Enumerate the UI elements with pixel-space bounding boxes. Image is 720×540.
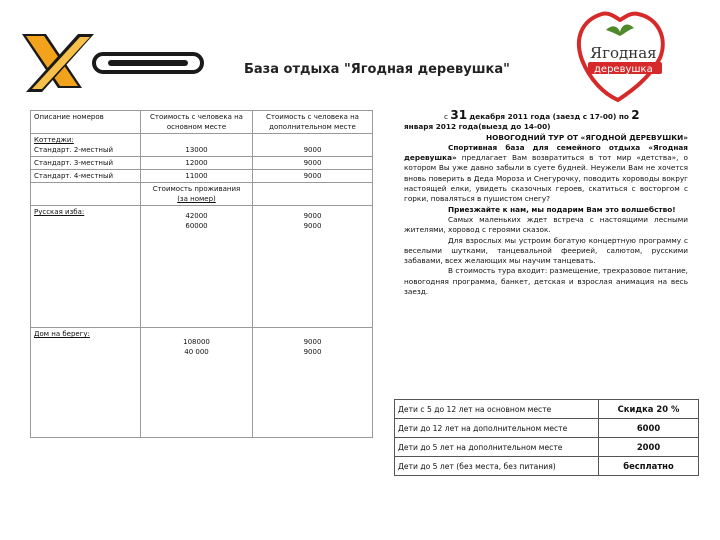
table-row: [395, 457, 699, 476]
izba-price-1: 42000: [185, 212, 208, 220]
paragraph-includes: В стоимость тура входит: размещение, трехразовое питание, новогодняя программа, банкет, детская и взрослая анимация на весь заезд.: [404, 266, 688, 297]
discount-label: Дети до 5 лет на дополнительном месте: [395, 438, 599, 457]
discount-label: Дети до 12 лет на дополнительном месте: [395, 419, 599, 438]
izba-extra-2: 9000: [303, 222, 322, 230]
x-team-logo: [16, 28, 206, 98]
promo-text: [404, 110, 688, 297]
room-name: [31, 206, 141, 328]
table-row: [31, 206, 373, 328]
invite-line: Приезжайте к нам, мы подарим Вам это волшебство!: [448, 204, 676, 214]
main-price: 13000: [141, 134, 253, 157]
empty-cell: [31, 183, 141, 206]
paragraph-adults: Для взрослых мы устроим богатую концертную программу с веселыми шутками, танцевальной феерией, салютом, русскими забавами, всех желающих мы научим танцевать.: [404, 235, 688, 266]
tour-heading: НОВОГОДНИЙ ТУР ОТ «ЯГОДНОЙ ДЕРЕВУШКИ»: [486, 132, 688, 142]
discount-value: Скидка 20 %: [599, 400, 699, 419]
room-name: Стандарт. 2-местный: [34, 146, 114, 154]
table-row: [395, 438, 699, 457]
house-price-1: 108000: [183, 338, 210, 346]
room-name: Стандарт. 4-местный: [31, 170, 141, 183]
date-day-start: 31: [450, 108, 468, 122]
table-row: [395, 400, 699, 419]
extra-price: 9000: [253, 157, 373, 170]
page-title: База отдыха "Ягодная деревушка": [244, 62, 510, 77]
house-extra-2: 9000: [303, 348, 322, 356]
room-name: [31, 328, 141, 438]
house-price-2: 40 000: [184, 348, 209, 356]
date-start-text: декабря 2011 года (заезд с 17-00) по: [469, 112, 629, 121]
table-row: [31, 170, 373, 183]
discount-label: Дети с 5 до 12 лет на основном месте: [395, 400, 599, 419]
logo-word-bottom: деревушка: [594, 64, 653, 75]
extra-price: 9000: [253, 170, 373, 183]
group-cottages: Коттеджи:: [34, 136, 74, 144]
izba-extra-1: 9000: [303, 212, 322, 220]
date-day-end: 2: [631, 108, 640, 122]
dates-line: [404, 110, 688, 122]
date-prefix: с: [444, 112, 449, 121]
table-row: [395, 419, 699, 438]
discount-value: бесплатно: [599, 457, 699, 476]
main-price: [141, 206, 253, 328]
price-header-row: [31, 111, 373, 134]
room-name: Стандарт. 3-местный: [31, 157, 141, 170]
team-wordmark: [94, 54, 202, 72]
main-price: 11000: [141, 170, 253, 183]
price-table: [30, 110, 373, 438]
paragraph-intro: [404, 143, 688, 205]
yagodnaya-derevushka-logo: [572, 8, 672, 103]
header-main-price: Стоимость с человека на основном месте: [141, 111, 253, 134]
paragraph-kids: Самых маленьких ждет встреча с настоящими лесными жителями, хоровод с героями сказок.: [404, 214, 688, 235]
empty-cell: [253, 183, 373, 206]
extra-price: [253, 206, 373, 328]
discounts-table: [394, 399, 699, 476]
header-extra-price: Стоимость с человека на дополнительном месте: [253, 111, 373, 134]
discount-label: Дети до 5 лет (без места, без питания): [395, 457, 599, 476]
header-description: Описание номеров: [31, 111, 141, 134]
extra-price: 9000: [253, 134, 373, 157]
intro-rest: предлагает Вам возвратиться в тот мир «детства», о котором Вы уже давно забыли в суете будней. Неужели Вам не хочется вновь поверить в Деда Мороза и Снегурочку, поводить хороводы вокруг настоящей елки, увидеть сказочных героев, скатиться с восторгом с горки, поваляться в пушистом снегу?: [404, 153, 688, 204]
discount-value: 6000: [599, 419, 699, 438]
logo-word-top: Ягодная: [590, 44, 657, 62]
living-cost-note: [141, 183, 253, 206]
living-cost-line1: Стоимость проживания: [152, 185, 241, 193]
strawberry-leaf-icon: [606, 25, 634, 36]
extra-price: [253, 328, 373, 438]
x-mark: [22, 34, 94, 92]
izba-price-2: 60000: [185, 222, 208, 230]
table-row: [31, 328, 373, 438]
living-cost-row: [31, 183, 373, 206]
main-price: [141, 328, 253, 438]
room-cell: [31, 134, 141, 157]
living-cost-line2: (за номер): [177, 195, 216, 203]
discount-value: 2000: [599, 438, 699, 457]
main-price: 12000: [141, 157, 253, 170]
lead-bold: Спортивная база для семейного отдыха «Ягодная деревушка»: [404, 142, 688, 163]
table-row: [31, 157, 373, 170]
izba-label: Русская изба:: [34, 208, 85, 216]
table-row: [31, 134, 373, 157]
house-extra-1: 9000: [303, 338, 322, 346]
house-label: Дом на берегу:: [34, 330, 90, 338]
date-end-text: января 2012 года(выезд до 14-00): [404, 122, 551, 132]
